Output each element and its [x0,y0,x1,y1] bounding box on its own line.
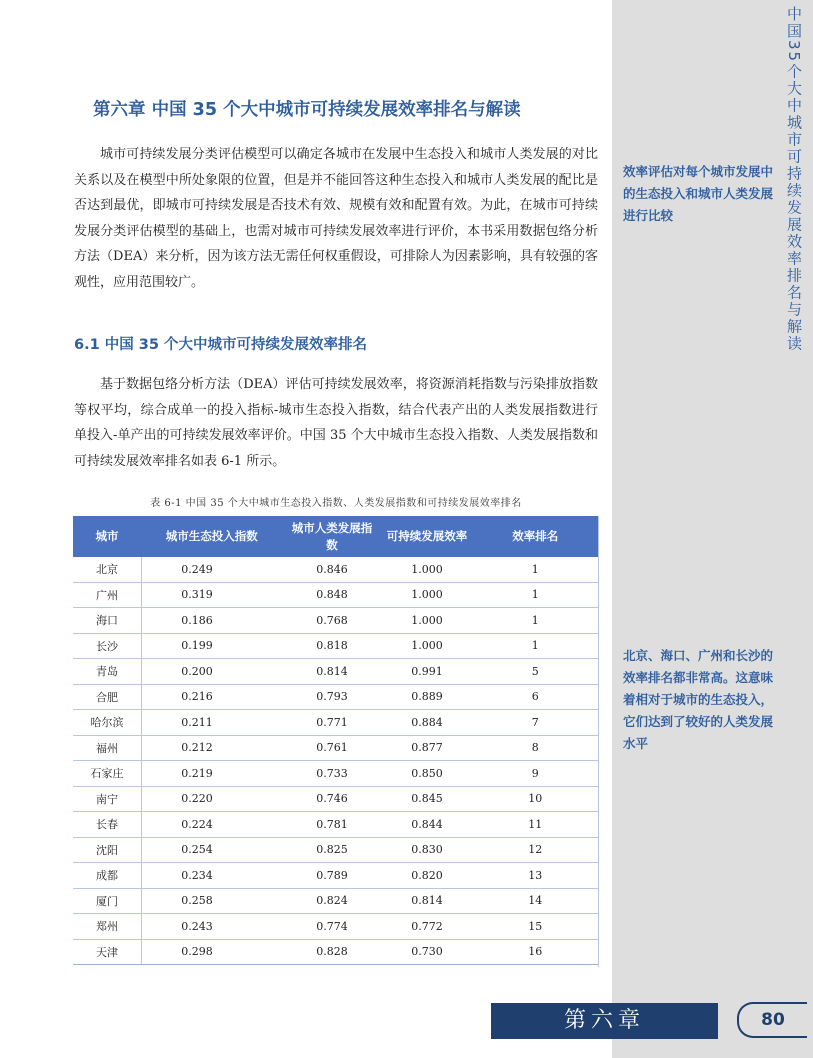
table-row [73,863,599,889]
cell-eco-input: 0.219 [142,761,283,787]
cell-efficiency: 0.889 [382,684,472,710]
table-caption: 表 6-1 中国 35 个大中城市生态投入指数、人类发展指数和可持续发展效率排名 [150,498,522,509]
cell-human-dev: 0.825 [282,837,382,863]
cell-human-dev: 0.789 [282,863,382,889]
cell-city: 海口 [73,608,142,634]
cell-human-dev: 0.793 [282,684,382,710]
cell-eco-input: 0.249 [142,557,283,582]
cell-city: 北京 [73,557,142,582]
cell-city: 长沙 [73,633,142,659]
section-title: 6.1 中国 35 个大中城市可持续发展效率排名 [74,337,368,353]
method-paragraph: 基于数据包络分析方法（DEA）评估可持续发展效率，将资源消耗指数与污染排放指数等权平均，综合成单一的投入指标-城市生态投入指数，结合代表产出的人类发展指数进行单投入-单产出的可持续发展效率评价。中国 35 个大中城市生态投入指数、人类发展指数和可持续发展效率排名如表 6-1 所示。 [74,377,598,469]
cell-eco-input: 0.220 [142,786,283,812]
cell-eco-input: 0.254 [142,837,283,863]
cell-city: 广州 [73,582,142,608]
header-city: 城市 [73,516,142,557]
cell-eco-input: 0.199 [142,633,283,659]
table-header-row [73,516,599,557]
cell-rank: 10 [472,786,599,812]
cell-rank: 13 [472,863,599,889]
cell-eco-input: 0.234 [142,863,283,889]
intro-paragraph: 城市可持续发展分类评估模型可以确定各城市在发展中生态投入和城市人类发展的对比关系以及在模型中所处象限的位置，但是并不能回答这种生态投入和城市人类发展的配比是否达到最优，即城市可持续发展是否技术有效、规模有效和配置有效。为此，在城市可持续发展分类评估模型的基础上，也需对城市可持续发展效率进行评价，本书采用数据包络分析方法（DEA）来分析，因为该方法无需任何权重假设，可排除人为因素影响，具有较强的客观性，应用范围较广。 [74,147,598,290]
cell-efficiency: 0.884 [382,710,472,736]
cell-eco-input: 0.211 [142,710,283,736]
cell-human-dev: 0.828 [282,939,382,965]
cell-rank: 12 [472,837,599,863]
cell-city: 天津 [73,939,142,965]
cell-city: 福州 [73,735,142,761]
table-row [73,557,599,582]
table-border [598,516,599,967]
table-row [73,914,599,940]
cell-efficiency: 0.772 [382,914,472,940]
cell-city: 长春 [73,812,142,838]
cell-human-dev: 0.814 [282,659,382,685]
table-row [73,888,599,914]
cell-rank: 16 [472,939,599,965]
cell-efficiency: 0.991 [382,659,472,685]
footer-chapter-tab: 第六章 [491,1003,718,1039]
cell-human-dev: 0.768 [282,608,382,634]
cell-human-dev: 0.818 [282,633,382,659]
cell-rank: 14 [472,888,599,914]
cell-human-dev: 0.848 [282,582,382,608]
cell-eco-input: 0.298 [142,939,283,965]
table-row [73,812,599,838]
cell-rank: 1 [472,608,599,634]
cell-efficiency: 1.000 [382,582,472,608]
cell-eco-input: 0.224 [142,812,283,838]
cell-efficiency: 1.000 [382,557,472,582]
margin-note-top-cities: 北京、海口、广州和长沙的效率排名都非常高。这意味着相对于城市的生态投入，它们达到了较好的人类发展水平 [623,648,774,751]
table-row [73,837,599,863]
cell-efficiency: 0.730 [382,939,472,965]
cell-human-dev: 0.771 [282,710,382,736]
cell-eco-input: 0.216 [142,684,283,710]
cell-rank: 5 [472,659,599,685]
cell-rank: 15 [472,914,599,940]
cell-city: 郑州 [73,914,142,940]
cell-rank: 1 [472,582,599,608]
cell-human-dev: 0.733 [282,761,382,787]
cell-city: 成都 [73,863,142,889]
cell-eco-input: 0.258 [142,888,283,914]
cell-eco-input: 0.319 [142,582,283,608]
cell-efficiency: 0.845 [382,786,472,812]
cell-efficiency: 0.877 [382,735,472,761]
cell-efficiency: 0.814 [382,888,472,914]
cell-rank: 11 [472,812,599,838]
header-eco-input: 城市生态投入指数 [142,516,283,557]
cell-human-dev: 0.746 [282,786,382,812]
page-number: 80 [737,1002,807,1038]
table-row [73,684,599,710]
cell-efficiency: 0.820 [382,863,472,889]
cell-city: 合肥 [73,684,142,710]
cell-rank: 1 [472,557,599,582]
cell-rank: 8 [472,735,599,761]
cell-eco-input: 0.212 [142,735,283,761]
chapter-title: 第六章 中国 35 个大中城市可持续发展效率排名与解读 [93,100,521,120]
header-efficiency: 可持续发展效率 [382,516,472,557]
cell-efficiency: 1.000 [382,608,472,634]
cell-rank: 6 [472,684,599,710]
cell-rank: 1 [472,633,599,659]
cell-human-dev: 0.781 [282,812,382,838]
table-row [73,582,599,608]
table-row [73,761,599,787]
cell-human-dev: 0.824 [282,888,382,914]
table-row [73,786,599,812]
table-row [73,710,599,736]
table-row [73,633,599,659]
cell-city: 青岛 [73,659,142,685]
efficiency-ranking-table [73,516,599,965]
vertical-chapter-title: 中国35个大中城市可持续发展效率排名与解读 [785,6,803,353]
cell-human-dev: 0.846 [282,557,382,582]
header-rank: 效率排名 [472,516,599,557]
cell-rank: 7 [472,710,599,736]
cell-efficiency: 0.830 [382,837,472,863]
cell-city: 厦门 [73,888,142,914]
cell-city: 石家庄 [73,761,142,787]
cell-city: 南宁 [73,786,142,812]
margin-note-efficiency: 效率评估对每个城市发展中的生态投入和城市人类发展进行比较 [623,164,774,223]
cell-human-dev: 0.761 [282,735,382,761]
table-row [73,735,599,761]
header-human-dev: 城市人类发展指数 [282,516,382,557]
cell-city: 沈阳 [73,837,142,863]
cell-eco-input: 0.186 [142,608,283,634]
cell-city: 哈尔滨 [73,710,142,736]
table-row [73,939,599,965]
cell-rank: 9 [472,761,599,787]
cell-eco-input: 0.200 [142,659,283,685]
cell-human-dev: 0.774 [282,914,382,940]
cell-efficiency: 0.844 [382,812,472,838]
table-row [73,608,599,634]
cell-eco-input: 0.243 [142,914,283,940]
table-row [73,659,599,685]
cell-efficiency: 1.000 [382,633,472,659]
cell-efficiency: 0.850 [382,761,472,787]
